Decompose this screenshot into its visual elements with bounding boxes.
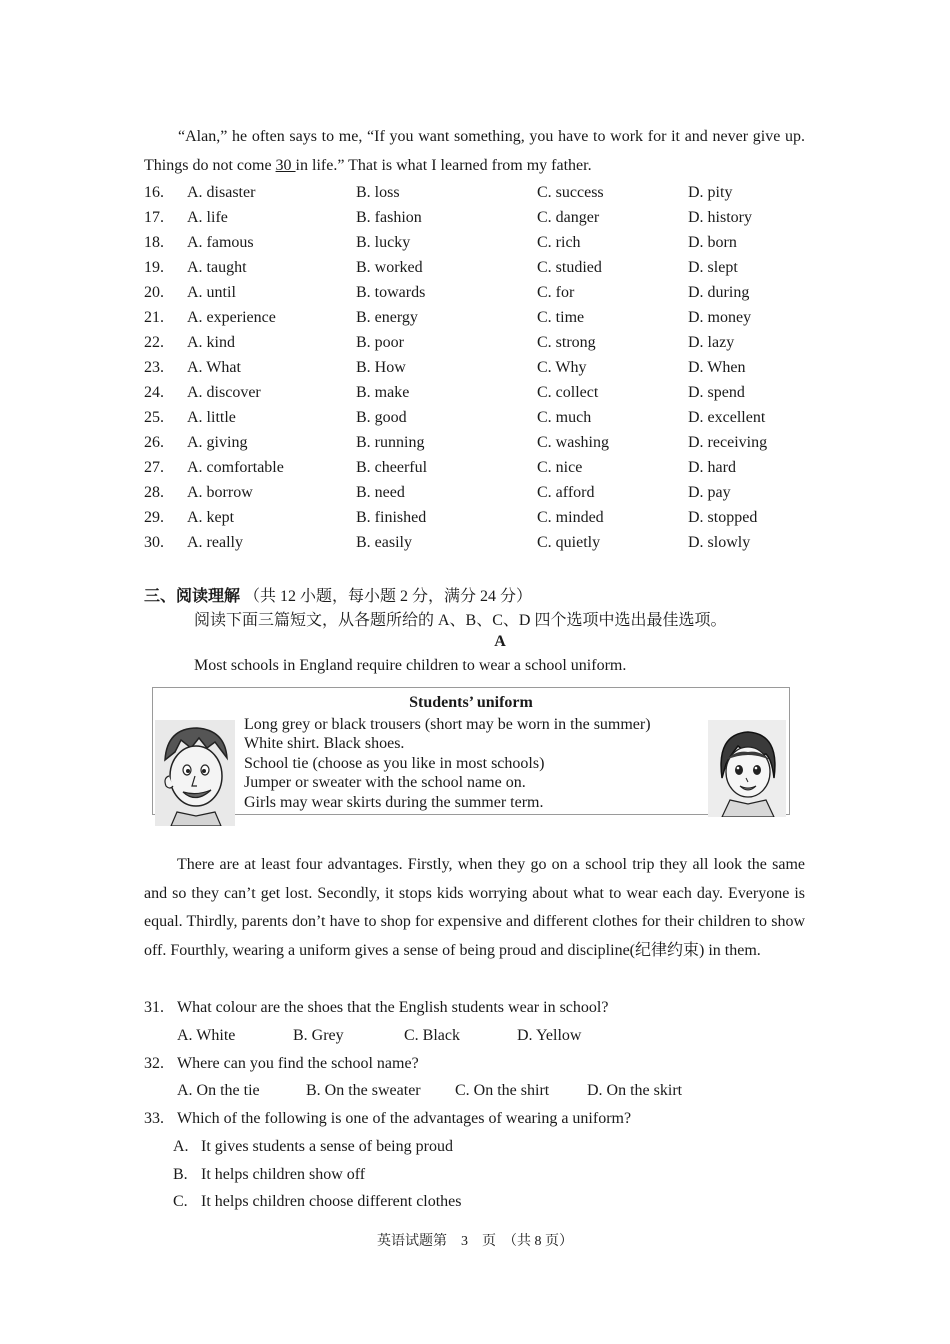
question-number: 20. — [144, 284, 164, 301]
cloze-question-17 — [144, 209, 824, 234]
section-instruction: 阅读下面三篇短文，从各题所给的 A、B、C、D 四个选项中选出最佳选项。 — [194, 612, 727, 629]
cloze-question-24 — [144, 384, 824, 409]
cloze-question-20 — [144, 284, 824, 309]
question-number: 30. — [144, 534, 164, 551]
question-number: 32. — [144, 1055, 164, 1072]
uniform-rule: Jumper or sweater with the school name on. — [244, 774, 526, 792]
section-title: 三、阅读理解 — [144, 588, 241, 605]
option-b: B. worked — [356, 259, 423, 276]
option-c: C. minded — [537, 509, 604, 526]
option-b: B. poor — [356, 334, 404, 351]
option-b: B. loss — [356, 184, 400, 201]
option-d: D. slowly — [688, 534, 751, 551]
option-c: C. Black — [404, 1027, 460, 1044]
option-b: B. finished — [356, 509, 427, 526]
question-number: 18. — [144, 234, 164, 251]
option-d: D. money — [688, 309, 752, 326]
passage-label: A — [494, 633, 506, 650]
question-text: Which of the following is one of the advantages of wearing a uniform? — [177, 1110, 632, 1127]
option-a: A. life — [187, 209, 228, 226]
cloze-question-19 — [144, 259, 824, 284]
option-d: D. spend — [688, 384, 745, 401]
question-number: 25. — [144, 409, 164, 426]
option-c: C. nice — [537, 459, 583, 476]
option-d: D. receiving — [688, 434, 768, 451]
option-a: A. kept — [187, 509, 235, 526]
option-b: B. How — [356, 359, 406, 376]
option-b: B. cheerful — [356, 459, 428, 476]
option-a: A. disaster — [187, 184, 256, 201]
question-33-option-b — [173, 1166, 673, 1191]
option-b: B. need — [356, 484, 405, 501]
option-c: C. Why — [537, 359, 587, 376]
option-letter: A. — [173, 1138, 189, 1155]
question-number: 24. — [144, 384, 164, 401]
option-letter: C. — [173, 1193, 188, 1210]
uniform-rule: White shirt. Black shoes. — [244, 735, 405, 753]
option-b: B. good — [356, 409, 407, 426]
option-c: C. afford — [537, 484, 595, 501]
passage-ending — [144, 123, 805, 180]
option-a: A. comfortable — [187, 459, 284, 476]
option-a: A. experience — [187, 309, 276, 326]
uniform-rule: School tie (choose as you like in most schools) — [244, 754, 545, 772]
option-a: A. kind — [187, 334, 235, 351]
section-heading — [144, 583, 532, 606]
uniform-rule: Girls may wear skirts during the summer term. — [244, 793, 544, 811]
question-number: 21. — [144, 309, 164, 326]
option-d: D. excellent — [688, 409, 766, 426]
reading-question-31 — [144, 999, 608, 1017]
boy-illustration — [155, 720, 235, 826]
option-a: A. really — [187, 534, 243, 551]
blank-30: 30 — [275, 156, 296, 174]
option-a: A. little — [187, 409, 236, 426]
page-footer: 英语试题第 3 页 （共 8 页） — [377, 1234, 573, 1249]
cloze-question-29 — [144, 509, 824, 534]
option-c: C. time — [537, 309, 585, 326]
option-b: B. fashion — [356, 209, 422, 226]
option-c: C. strong — [537, 334, 596, 351]
question-number: 31. — [144, 999, 164, 1016]
option-a: A. giving — [187, 434, 248, 451]
uniform-rule: Long grey or black trousers (short may be worn in the summer) — [244, 716, 651, 733]
option-a: A. taught — [187, 259, 247, 276]
option-b: B. On the sweater — [306, 1082, 421, 1099]
question-33-option-c — [173, 1193, 673, 1218]
option-c: C. On the shirt — [455, 1082, 550, 1099]
option-c: C. success — [537, 184, 604, 201]
uniform-info-box — [152, 687, 790, 815]
option-d: D. born — [688, 234, 737, 251]
passage-line-2-after: in life.” That is what I learned from my father. — [295, 156, 592, 174]
option-b: B. Grey — [293, 1027, 344, 1044]
cloze-question-18 — [144, 234, 824, 259]
uniform-box-title: Students’ uniform — [409, 694, 533, 711]
option-d: D. hard — [688, 459, 736, 476]
option-letter: B. — [173, 1166, 188, 1183]
option-a: A. What — [187, 359, 241, 376]
option-a: A. famous — [187, 234, 254, 251]
option-c: C. collect — [537, 384, 599, 401]
advantages-paragraph: There are at least four advantages. Firstly, when they go on a school trip they all look the same and so they can’t get lost. Secondly, it stops kids worrying about what to wear each day. Everyone is equal. Thirdly, parents don’t have to shop for expensive and different clothes for their children to show off. Fourthly, wearing a uniform gives a sense of being proud and discipline(纪律约束) in them. — [144, 856, 805, 959]
cloze-question-25 — [144, 409, 824, 434]
passage-line-2-before: up. Things do not come — [144, 128, 806, 174]
reading-question-32 — [144, 1055, 419, 1073]
option-d: D. pity — [688, 184, 733, 201]
option-b: B. lucky — [356, 234, 411, 251]
option-d: D. On the skirt — [587, 1082, 683, 1099]
question-number: 19. — [144, 259, 164, 276]
cloze-question-16 — [144, 184, 824, 209]
passage-intro: Most schools in England require children to wear a school uniform. — [194, 657, 627, 674]
question-text: What colour are the shoes that the English students wear in school? — [177, 999, 609, 1016]
question-number: 27. — [144, 459, 164, 476]
cloze-question-28 — [144, 484, 824, 509]
question-number: 23. — [144, 359, 164, 376]
option-a: A. White — [177, 1027, 236, 1044]
option-d: D. during — [688, 284, 750, 301]
cloze-question-23 — [144, 359, 824, 384]
option-b: B. energy — [356, 309, 418, 326]
question-31-options — [177, 1027, 677, 1052]
option-d: D. pay — [688, 484, 731, 501]
option-d: D. Yellow — [517, 1027, 582, 1044]
option-text: It helps children choose different clothes — [201, 1193, 462, 1210]
cloze-question-26 — [144, 434, 824, 459]
option-b: B. easily — [356, 534, 412, 551]
option-d: D. slept — [688, 259, 738, 276]
option-a: A. On the tie — [177, 1082, 260, 1099]
option-b: B. towards — [356, 284, 426, 301]
question-number: 22. — [144, 334, 164, 351]
uniform-rules — [244, 715, 651, 812]
question-number: 16. — [144, 184, 164, 201]
option-text: It gives students a sense of being proud — [201, 1138, 453, 1155]
question-33-option-a — [173, 1138, 673, 1163]
option-a: A. until — [187, 284, 236, 301]
cloze-question-21 — [144, 309, 824, 334]
question-number: 29. — [144, 509, 164, 526]
option-a: A. discover — [187, 384, 261, 401]
option-d: D. lazy — [688, 334, 735, 351]
section-score-note: （共 12 小题，每小题 2 分，满分 24 分） — [244, 588, 533, 605]
option-b: B. make — [356, 384, 410, 401]
option-c: C. quietly — [537, 534, 601, 551]
option-d: D. When — [688, 359, 746, 376]
option-d: D. stopped — [688, 509, 758, 526]
option-c: C. for — [537, 284, 575, 301]
question-text: Where can you find the school name? — [177, 1055, 419, 1072]
option-c: C. rich — [537, 234, 581, 251]
passage-line-1: “Alan,” he often says to me, “If you want something, you have to work for it and never give — [178, 128, 781, 145]
option-d: D. history — [688, 209, 752, 226]
option-text: It helps children show off — [201, 1166, 366, 1183]
option-b: B. running — [356, 434, 425, 451]
cloze-question-27 — [144, 459, 824, 484]
question-32-options — [177, 1082, 737, 1107]
cloze-question-22 — [144, 334, 824, 359]
question-number: 26. — [144, 434, 164, 451]
option-c: C. much — [537, 409, 592, 426]
question-number: 33. — [144, 1110, 164, 1127]
question-number: 17. — [144, 209, 164, 226]
girl-illustration — [708, 720, 786, 817]
cloze-question-30 — [144, 534, 824, 559]
option-c: C. studied — [537, 259, 602, 276]
reading-question-33 — [144, 1110, 631, 1128]
question-number: 28. — [144, 484, 164, 501]
option-c: C. washing — [537, 434, 609, 451]
option-c: C. danger — [537, 209, 600, 226]
option-a: A. borrow — [187, 484, 253, 501]
